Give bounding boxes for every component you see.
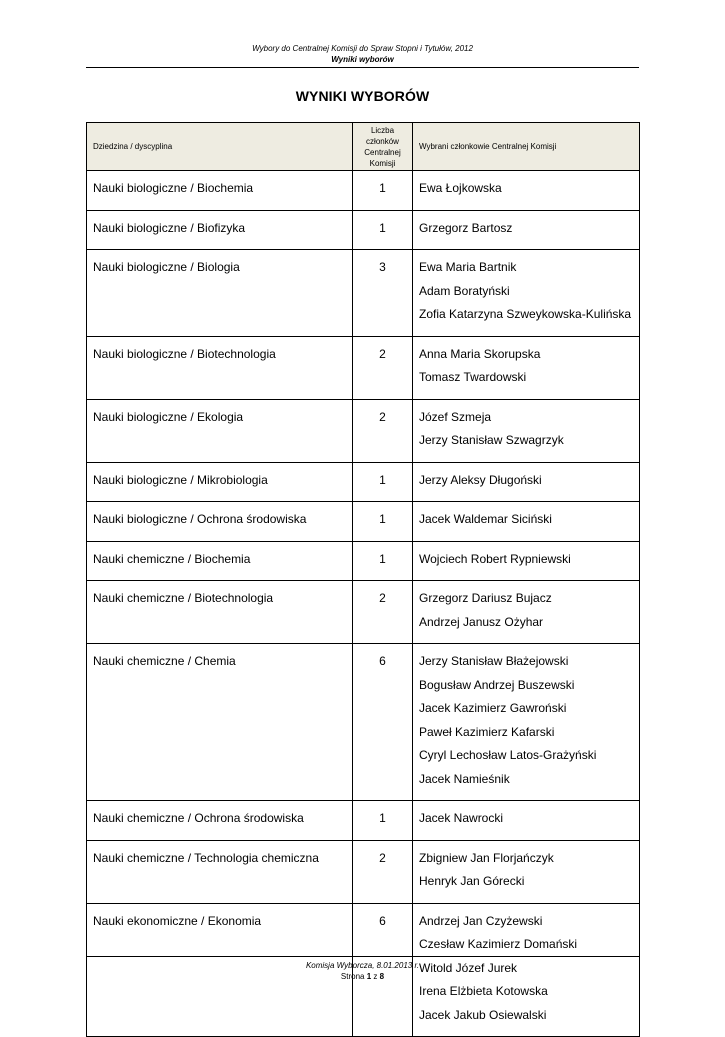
member-name: Witold Józef Jurek [419,960,518,975]
member-name: Jacek Waldemar Siciński [419,512,552,526]
member-name: Zbigniew Jan Florjańczyk [419,850,554,865]
table-row [87,336,640,399]
footer-divider [86,956,639,957]
member-name: Andrzej Janusz Ożyhar [419,614,544,629]
page-header [86,43,639,65]
page-total: 8 [379,972,385,981]
members-cell [413,541,640,581]
table-row [87,502,640,542]
footer-committee-date: Komisja Wyborcza, 8.01.2013 r. [305,961,420,970]
table-row [87,250,640,337]
members-cell [413,250,640,337]
header-line-1: Wybory do Centralnej Komisji do Spraw Stopni i Tytułów, 2012 [252,44,473,53]
header-line-2: Wyniki wyborów [331,55,394,64]
member-name: Grzegorz Dariusz Bujacz [419,591,552,605]
discipline-cell: Nauki biologiczne / Ekologia [87,399,353,462]
member-name: Wojciech Robert Rypniewski [419,551,571,566]
member-name: Ewa Łojkowska [419,181,502,195]
member-name: Bogusław Andrzej Buszewski [419,677,575,692]
table-row [87,581,640,644]
member-name: Anna Maria Skorupska [419,346,541,361]
table-row [87,210,640,250]
page-label: Strona [340,972,365,981]
member-count-cell: 1 [353,210,413,250]
member-count-cell: 3 [353,250,413,337]
member-name: Józef Szmeja [419,409,492,424]
member-count-cell: 1 [353,801,413,841]
results-table [86,122,640,1037]
results-table-body [87,171,640,1037]
member-name: Henryk Jan Górecki [419,874,525,888]
column-header-members: Wybrani członkowie Centralnej Komisji [413,123,640,171]
member-name: Jacek Jakub Osiewalski [419,1007,547,1022]
table-row [87,840,640,903]
discipline-cell: Nauki biologiczne / Biologia [87,250,353,337]
member-count-cell: 1 [353,502,413,542]
discipline-cell: Nauki chemiczne / Technologia chemiczna [87,840,353,903]
member-count-cell: 1 [353,171,413,211]
member-count-cell: 6 [353,644,413,801]
discipline-cell: Nauki biologiczne / Biotechnologia [87,336,353,399]
member-count-cell: 2 [353,840,413,903]
member-count-cell: 2 [353,336,413,399]
discipline-cell: Nauki chemiczne / Chemia [87,644,353,801]
member-name: Jacek Namieśnik [419,771,510,786]
member-name: Grzegorz Bartosz [419,220,513,235]
member-name: Czesław Kazimierz Domański [419,937,578,951]
member-name: Jacek Kazimierz Gawroński [419,701,567,715]
member-name: Ewa Maria Bartnik [419,260,517,274]
table-row [87,399,640,462]
member-name: Cyryl Lechosław Latos-Grażyński [419,748,597,762]
member-name: Irena Elżbieta Kotowska [419,984,548,998]
member-count-cell: 1 [353,541,413,581]
member-count-cell: 1 [353,462,413,502]
table-header-row [87,123,640,171]
table-row [87,801,640,841]
table-row [87,171,640,211]
members-cell [413,171,640,211]
members-cell [413,801,640,841]
discipline-cell: Nauki biologiczne / Biochemia [87,171,353,211]
member-name: Andrzej Jan Czyżewski [419,913,543,928]
column-header-count: Liczba członków Centralnej Komisji [353,123,413,171]
member-count-cell: 2 [353,581,413,644]
member-name: Jerzy Aleksy Długoński [419,472,542,487]
discipline-cell: Nauki chemiczne / Ochrona środowiska [87,801,353,841]
members-cell [413,336,640,399]
discipline-cell: Nauki chemiczne / Biotechnologia [87,581,353,644]
member-name: Jerzy Stanisław Błażejowski [419,654,569,668]
members-cell [413,644,640,801]
page-current: 1 [366,972,372,981]
member-name: Jacek Nawrocki [419,811,504,825]
members-cell [413,399,640,462]
member-name: Tomasz Twardowski [419,370,527,384]
table-row [87,541,640,581]
page-number [86,971,639,982]
member-count-cell: 6 [353,903,413,1037]
header-divider [86,67,639,68]
members-cell [413,502,640,542]
member-name: Adam Boratyński [419,283,510,298]
members-cell [413,840,640,903]
members-cell [413,581,640,644]
discipline-cell: Nauki biologiczne / Ochrona środowiska [87,502,353,542]
table-row [87,462,640,502]
page-footer [86,960,639,982]
discipline-cell: Nauki chemiczne / Biochemia [87,541,353,581]
members-cell [413,462,640,502]
members-cell [413,210,640,250]
member-name: Zofia Katarzyna Szweykowska-Kulińska [419,307,632,321]
discipline-cell: Nauki biologiczne / Biofizyka [87,210,353,250]
member-name: Paweł Kazimierz Kafarski [419,724,555,739]
discipline-cell: Nauki ekonomiczne / Ekonomia [87,903,353,1037]
member-count-cell: 2 [353,399,413,462]
page-separator: z [373,972,378,981]
discipline-cell: Nauki biologiczne / Mikrobiologia [87,462,353,502]
column-header-discipline: Dziedzina / dyscyplina [87,123,353,171]
table-row [87,644,640,801]
document-title: WYNIKI WYBORÓW [295,88,430,104]
member-name: Jerzy Stanisław Szwagrzyk [419,433,564,447]
